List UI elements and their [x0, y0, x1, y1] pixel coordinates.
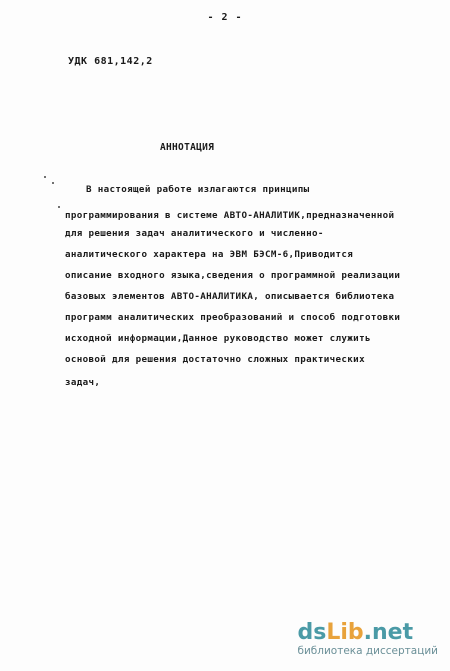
watermark-logo: dsLib.net [297, 620, 414, 645]
body-line: программирования в системе АВТО-АНАЛИТИК,предназначенной [65, 210, 395, 221]
body-line: для решения задач аналитического и численно- [65, 228, 324, 239]
scan-speck [44, 176, 46, 178]
body-line: задач, [65, 377, 101, 388]
udk-code: УДК 681,142,2 [68, 56, 153, 67]
scan-speck [58, 206, 60, 208]
body-line: исходной информации,Данное руководство может служить [65, 333, 371, 344]
scan-speck [52, 182, 54, 184]
body-line: программ аналитических преобразований и способ подготовки [65, 312, 401, 323]
body-line: аналитического характера на ЭВМ БЭСМ-6,Приводится [65, 249, 354, 260]
body-line: базовых элементов АВТО-АНАЛИТИКА, описывается библиотека [65, 291, 395, 302]
body-line: В настоящей работе излагаются принципы [86, 184, 310, 195]
body-line: описание входного языка,сведения о программной реализации [65, 270, 401, 281]
annotation-heading: АННОТАЦИЯ [160, 142, 215, 153]
watermark [297, 622, 438, 657]
page-number: - 2 - [207, 12, 243, 23]
body-line: основой для решения достаточно сложных практических [65, 354, 365, 365]
watermark-subtitle: библиотека диссертаций [297, 645, 438, 657]
